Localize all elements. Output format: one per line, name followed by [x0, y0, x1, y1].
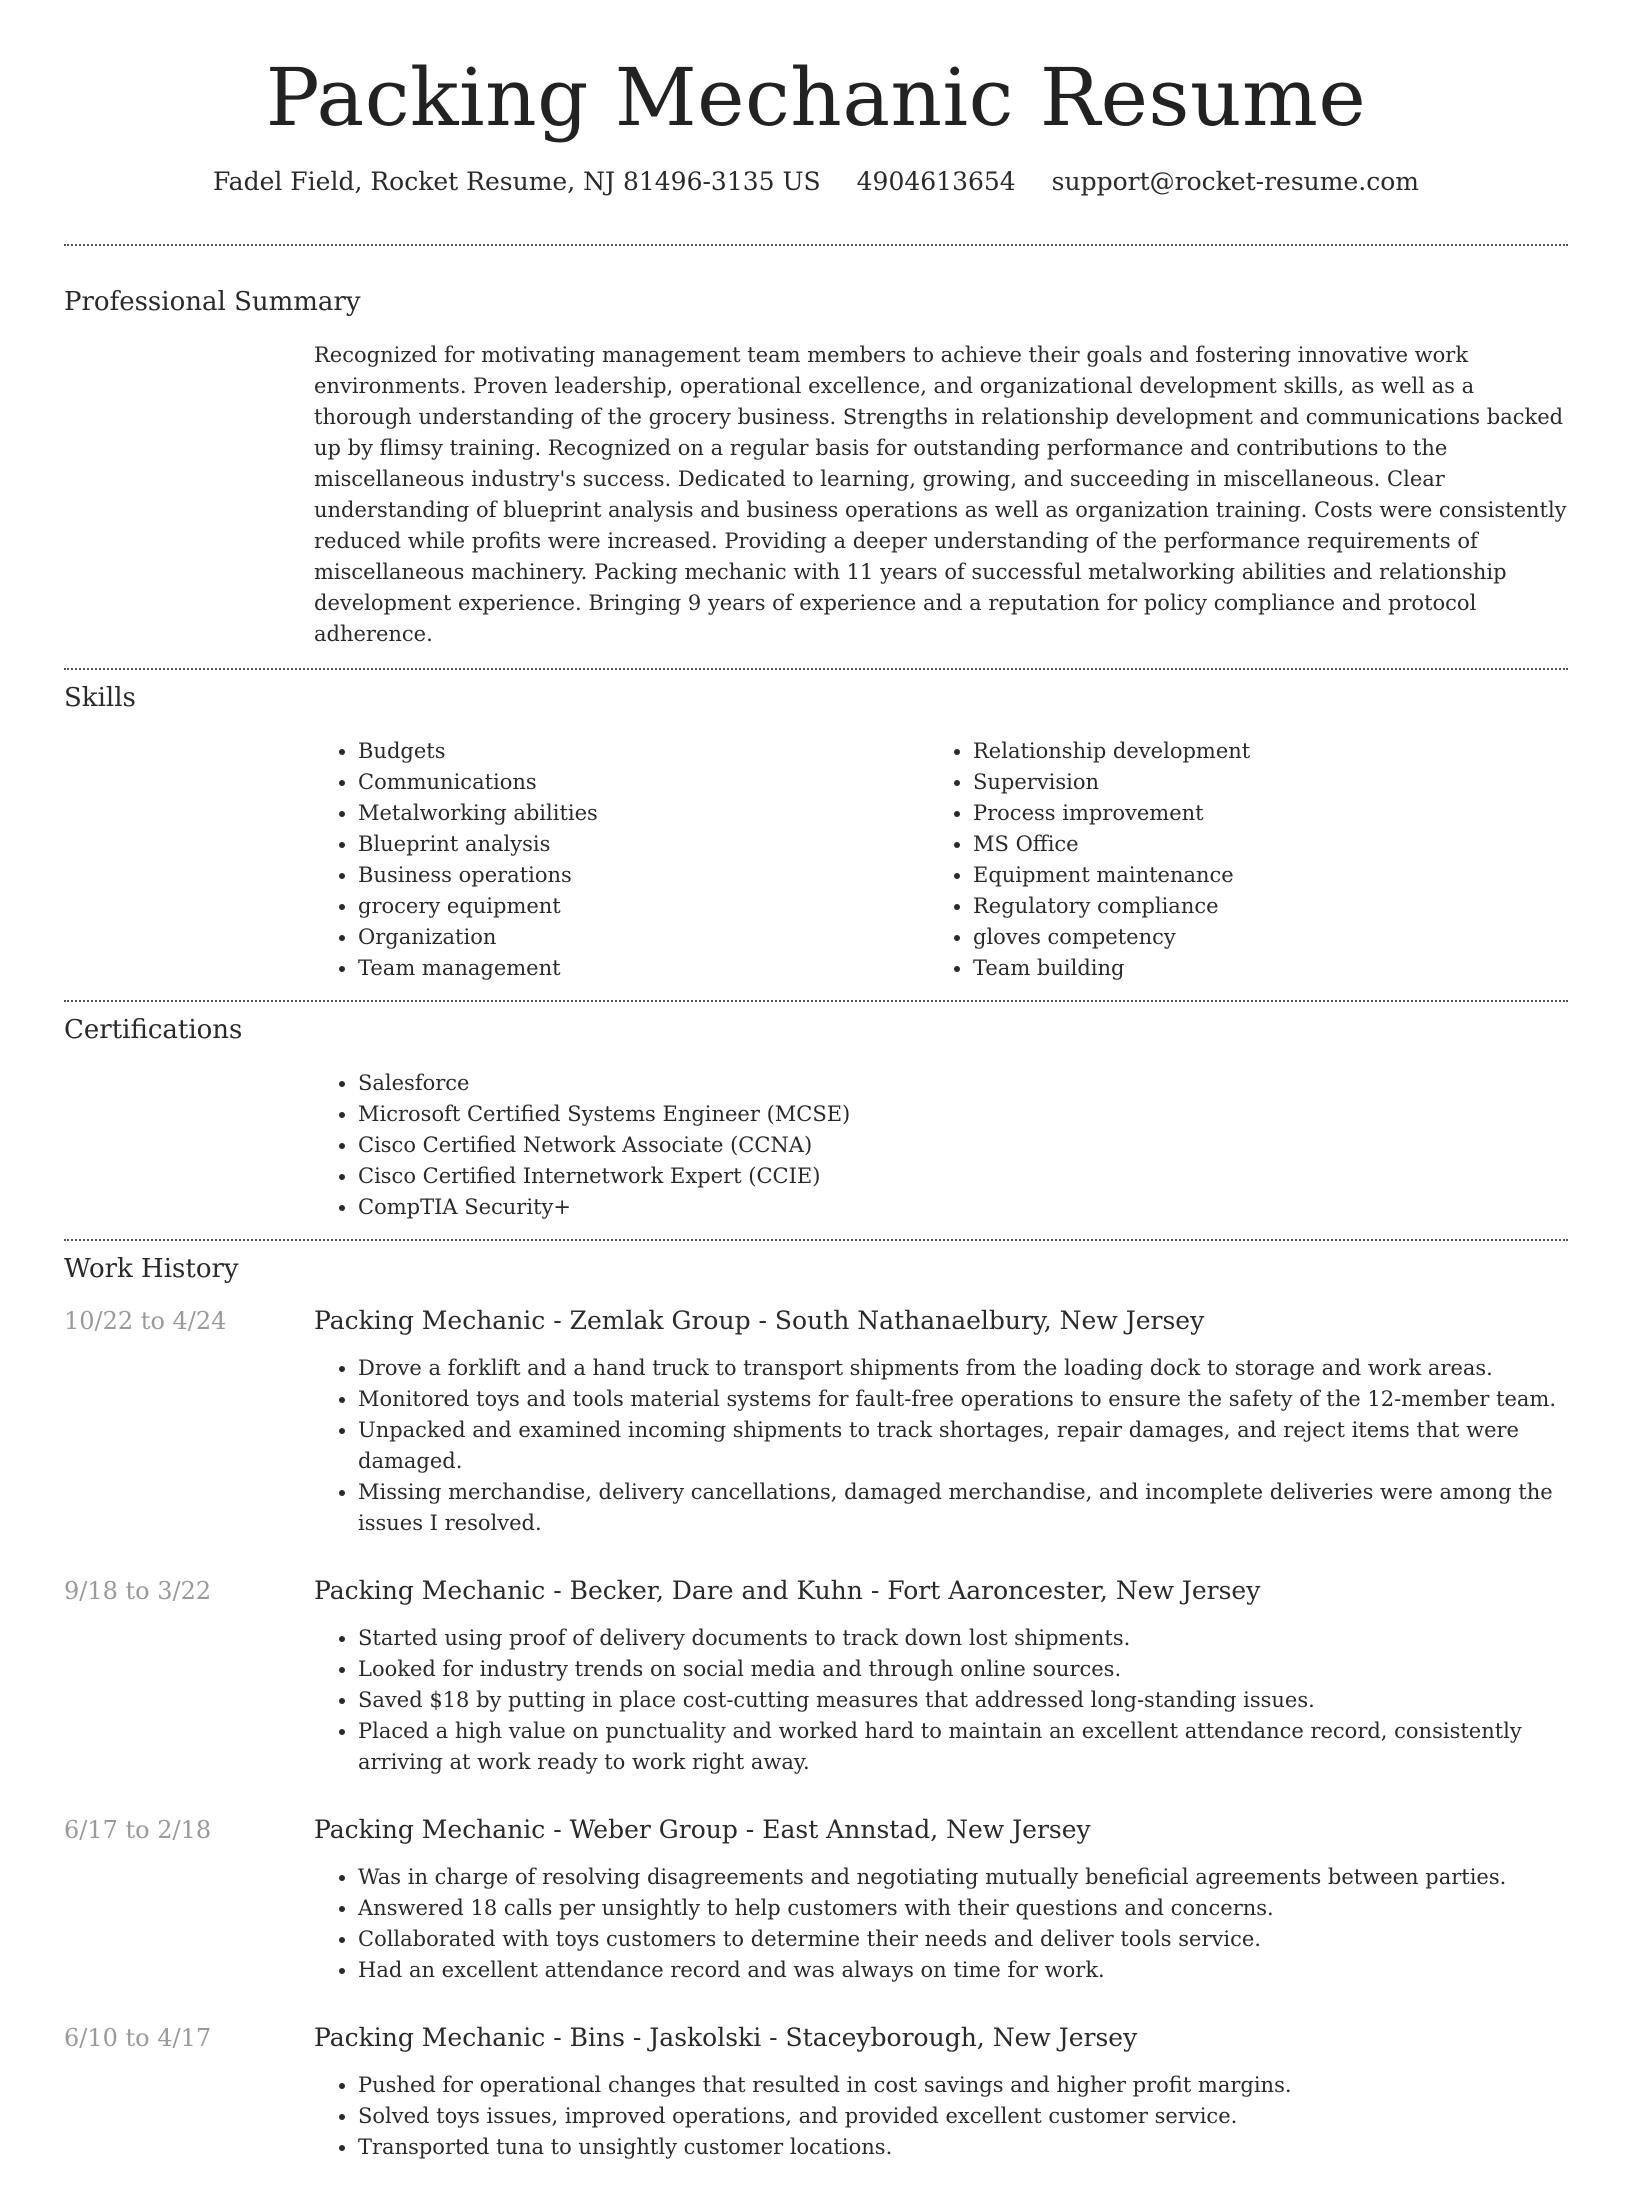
skills-section [64, 682, 1568, 984]
certification-item: • Cisco Certified Network Associate (CCNA) [358, 1130, 1568, 1161]
skill-item: • Relationship development [973, 736, 1544, 767]
certifications-heading: Certifications [64, 1015, 243, 1045]
skill-item: • Supervision [973, 767, 1544, 798]
skill-item: • Equipment maintenance [973, 860, 1544, 891]
job-entry [64, 1575, 1568, 1778]
section-divider [64, 668, 1568, 670]
job-bullet: • Missing merchandise, delivery cancellations, damaged merchandise, and incomplete deliveries were among the issues I resolved. [358, 1477, 1568, 1539]
skill-item: • Blueprint analysis [358, 829, 929, 860]
work-history-section [64, 1253, 1568, 2163]
skill-item: • Budgets [358, 736, 929, 767]
skills-column-left [314, 736, 929, 984]
resume-page [64, 0, 1568, 2199]
job-bullet: • Drove a forklift and a hand truck to transport shipments from the loading dock to storage and work areas. [358, 1353, 1568, 1384]
job-title: Packing Mechanic - Zemlak Group - South Nathanaelbury, New Jersey [314, 1306, 1205, 1335]
job-bullets [314, 1353, 1568, 1539]
job-bullet: • Transported tuna to unsightly customer locations. [358, 2132, 1568, 2163]
skill-item: • Team management [358, 953, 929, 984]
job-bullet: • Pushed for operational changes that resulted in cost savings and higher profit margins. [358, 2070, 1568, 2101]
job-body [314, 1575, 1568, 1778]
job-body [314, 1814, 1568, 1986]
summary-heading: Professional Summary [64, 287, 361, 317]
certification-item: • CompTIA Security+ [358, 1192, 1568, 1223]
skill-item: • gloves competency [973, 922, 1544, 953]
job-title: Packing Mechanic - Weber Group - East Annstad, New Jersey [314, 1815, 1091, 1844]
job-bullet: • Placed a high value on punctuality and worked hard to maintain an excellent attendance record, consistently arriving at work ready to work right away. [358, 1716, 1568, 1778]
job-title: Packing Mechanic - Becker, Dare and Kuhn - Fort Aaroncester, New Jersey [314, 1576, 1261, 1605]
summary-text: Recognized for motivating management team members to achieve their goals and fostering innovative work environments. Proven leadership, operational excellence, and organizational development skills, as well as a thorough understanding of the grocery business. Strengths in relationship development and communications backed up by flimsy training. Recognized on a regular basis for outstanding performance and contributions to the miscellaneous industry's success. Dedicated to learning, growing, and succeeding in miscellaneous. Clear understanding of blueprint analysis and business operations as well as organization training. Costs were consistently reduced while profits were increased. Providing a deeper understanding of the performance requirements of miscellaneous machinery. Packing mechanic with 11 years of successful metalworking abilities and relationship development experience. Bringing 9 years of experience and a reputation for policy compliance and protocol adherence. [314, 343, 1567, 646]
job-dates: 6/10 to 4/17 [64, 2024, 212, 2052]
certifications-body [314, 1068, 1568, 1223]
skill-item: • Metalworking abilities [358, 798, 929, 829]
skill-item: • MS Office [973, 829, 1544, 860]
summary-section [64, 286, 1568, 650]
job-bullet: • Answered 18 calls per unsightly to help customers with their questions and concerns. [358, 1893, 1568, 1924]
job-entry [64, 1305, 1568, 1539]
job-dates: 9/18 to 3/22 [64, 1577, 212, 1605]
skill-item: • Team building [973, 953, 1544, 984]
job-bullet: • Solved toys issues, improved operations, and provided excellent customer service. [358, 2101, 1568, 2132]
section-divider [64, 1000, 1568, 1002]
skills-list-right [929, 736, 1544, 984]
skill-item: • Communications [358, 767, 929, 798]
contact-line [64, 166, 1568, 198]
contact-address: Fadel Field, Rocket Resume, NJ 81496-3135 US [213, 167, 821, 196]
certification-item: • Cisco Certified Internetwork Expert (CCIE) [358, 1161, 1568, 1192]
work-history-heading: Work History [64, 1254, 239, 1284]
resume-title: Packing Mechanic Resume [265, 51, 1367, 144]
job-bullet: • Was in charge of resolving disagreements and negotiating mutually beneficial agreements between parties. [358, 1862, 1568, 1893]
job-bullet: • Monitored toys and tools material systems for fault-free operations to ensure the safety of the 12-member team. [358, 1384, 1568, 1415]
job-entry [64, 2022, 1568, 2163]
certification-item: • Microsoft Certified Systems Engineer (MCSE) [358, 1099, 1568, 1130]
job-body [314, 2022, 1568, 2163]
job-dates: 10/22 to 4/24 [64, 1307, 227, 1335]
job-bullet: • Unpacked and examined incoming shipments to track shortages, repair damages, and reject items that were damaged. [358, 1415, 1568, 1477]
job-entry [64, 1814, 1568, 1986]
skill-item: • Business operations [358, 860, 929, 891]
job-bullet: • Collaborated with toys customers to determine their needs and deliver tools service. [358, 1924, 1568, 1955]
contact-email[interactable]: support@rocket-resume.com [1051, 167, 1419, 196]
jobs-list [64, 1305, 1568, 2163]
contact-phone: 4904613654 [856, 167, 1016, 196]
section-divider [64, 1239, 1568, 1241]
job-title: Packing Mechanic - Bins - Jaskolski - Staceyborough, New Jersey [314, 2023, 1138, 2052]
job-bullet: • Started using proof of delivery documents to track down lost shipments. [358, 1623, 1568, 1654]
job-bullets [314, 1862, 1568, 1986]
skill-item: • Process improvement [973, 798, 1544, 829]
job-dates: 6/17 to 2/18 [64, 1816, 212, 1844]
job-bullet: • Saved $18 by putting in place cost-cutting measures that addressed long-standing issues. [358, 1685, 1568, 1716]
job-body [314, 1305, 1568, 1539]
job-bullet: • Looked for industry trends on social media and through online sources. [358, 1654, 1568, 1685]
skills-list-left [314, 736, 929, 984]
job-bullet: • Had an excellent attendance record and was always on time for work. [358, 1955, 1568, 1986]
certification-item: • Salesforce [358, 1068, 1568, 1099]
certifications-list [314, 1068, 1568, 1223]
skills-columns [314, 736, 1568, 984]
job-bullets [314, 2070, 1568, 2163]
skills-column-right [929, 736, 1544, 984]
job-bullets [314, 1623, 1568, 1778]
skill-item: • grocery equipment [358, 891, 929, 922]
certifications-section [64, 1014, 1568, 1223]
section-divider [64, 244, 1568, 246]
skills-heading: Skills [64, 683, 136, 713]
skill-item: • Organization [358, 922, 929, 953]
skill-item: • Regulatory compliance [973, 891, 1544, 922]
